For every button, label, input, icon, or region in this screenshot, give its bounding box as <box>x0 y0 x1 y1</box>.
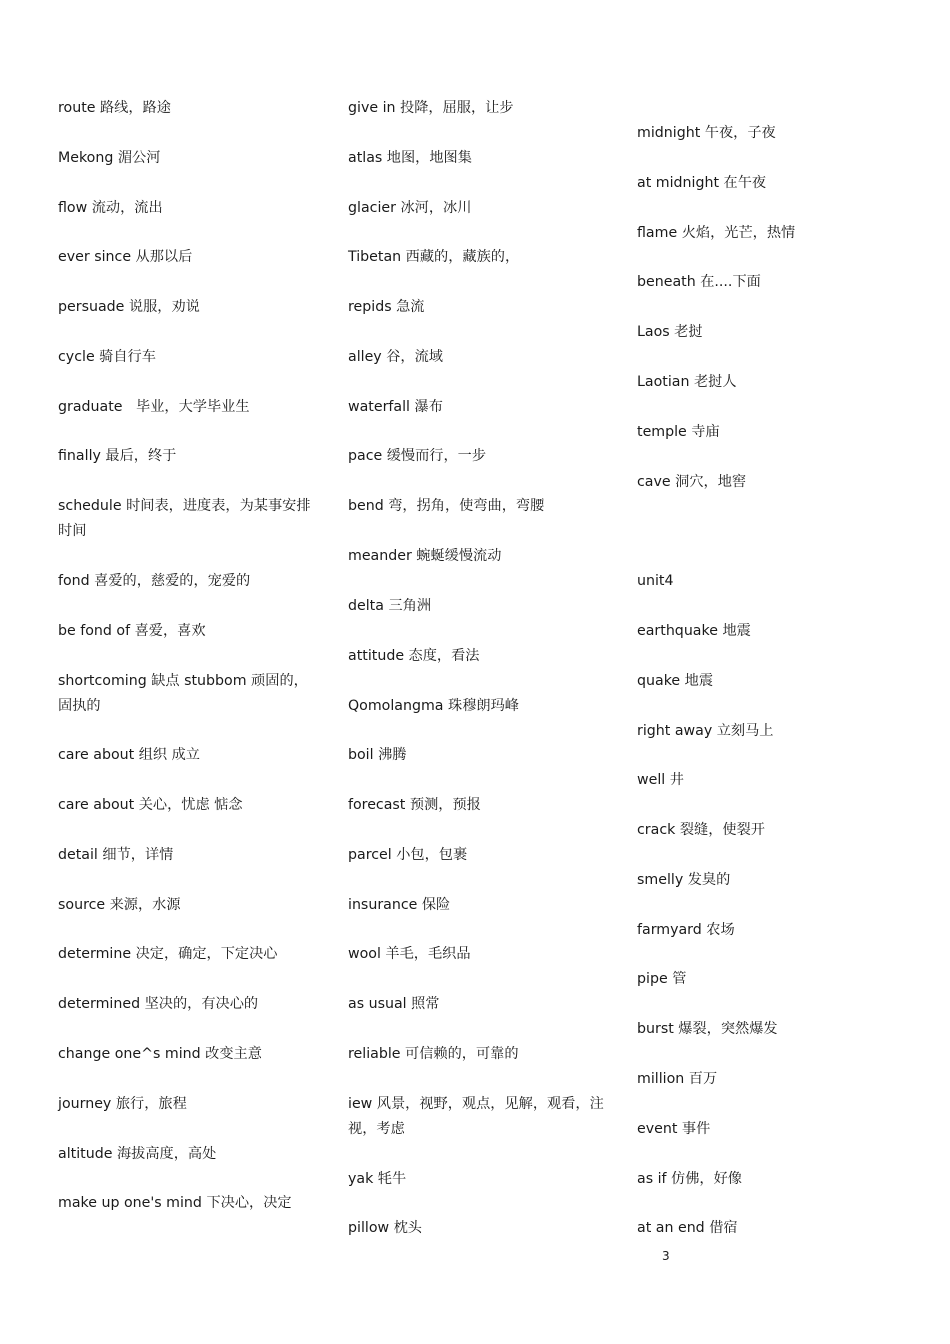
vocab-entry: give in 投降，屈服，让步 <box>348 100 514 116</box>
vocab-entry: unit4 <box>637 573 674 589</box>
vocab-entry: Tibetan 西藏的，藏族的， <box>348 249 520 265</box>
vocab-entry: parcel 小包，包裹 <box>348 847 468 863</box>
vocab-entry: midnight 午夜，子夜 <box>637 125 776 141</box>
vocab-entry: make up one's mind 下决心，决定 <box>58 1195 292 1211</box>
vocab-entry: boil 沸腾 <box>348 747 407 763</box>
vocab-entry: at midnight 在午夜 <box>637 175 767 191</box>
vocab-entry: million 百万 <box>637 1071 718 1087</box>
vocab-entry: repids 急流 <box>348 299 425 315</box>
vocab-entry: determined 坚决的，有决心的 <box>58 996 259 1012</box>
vocab-entry: flow 流动，流出 <box>58 200 163 216</box>
vocab-entry: right away 立刻马上 <box>637 723 774 739</box>
vocab-entry: well 井 <box>637 772 684 788</box>
vocab-entry: flame 火焰，光芒，热情 <box>637 225 796 241</box>
vocab-entry: waterfall 瀑布 <box>348 399 443 415</box>
vocab-entry: insurance 保险 <box>348 897 451 913</box>
vocab-entry: at an end 借宿 <box>637 1220 738 1236</box>
vocab-entry: smelly 发臭的 <box>637 872 731 888</box>
vocab-entry: wool 羊毛，毛织品 <box>348 946 471 962</box>
vocab-entry: cave 洞穴，地窖 <box>637 474 747 490</box>
vocab-entry: as if 仿佛，好像 <box>637 1171 742 1187</box>
vocab-entry: temple 寺庙 <box>637 424 720 440</box>
vocab-entry: farmyard 农场 <box>637 922 735 938</box>
vocab-entry: pace 缓慢而行，一步 <box>348 448 487 464</box>
vocab-entry: care about 关心，忧虑 惦念 <box>58 797 243 813</box>
vocab-entry: finally 最后，终于 <box>58 448 177 464</box>
vocab-entry: ever since 从那以后 <box>58 249 193 265</box>
vocab-entry: meander 蜿蜒缓慢流动 <box>348 548 502 564</box>
vocab-entry: Laotian 老挝人 <box>637 374 737 390</box>
vocab-entry: burst 爆裂，突然爆发 <box>637 1021 778 1037</box>
vocab-entry: earthquake 地震 <box>637 623 751 639</box>
vocab-entry: be fond of 喜爱，喜欢 <box>58 623 206 639</box>
vocab-entry: detail 细节，详情 <box>58 847 174 863</box>
vocab-entry: determine 决定，确定，下定决心 <box>58 946 278 962</box>
vocab-entry: forecast 预测，预报 <box>348 797 481 813</box>
vocab-entry: graduate 毕业，大学毕业生 <box>58 399 250 415</box>
vocab-entry: iew 风景，视野，观点，见解，观看，注视，考虑 <box>348 1096 604 1137</box>
vocab-entry: attitude 态度，看法 <box>348 648 480 664</box>
vocab-entry: Qomolangma 珠穆朗玛峰 <box>348 698 519 714</box>
vocab-entry: persuade 说服，劝说 <box>58 299 200 315</box>
vocab-entry: pillow 枕头 <box>348 1220 422 1236</box>
vocab-entry: journey 旅行，旅程 <box>58 1096 187 1112</box>
vocab-entry: Mekong 湄公河 <box>58 150 161 166</box>
vocab-entry: schedule 时间表，进度表，为某事安排时间 <box>58 498 311 539</box>
vocab-entry: care about 组织 成立 <box>58 747 200 763</box>
vocab-entry: fond 喜爱的，慈爱的，宠爱的 <box>58 573 251 589</box>
vocab-entry: beneath 在....下面 <box>637 274 761 290</box>
vocab-entry: quake 地震 <box>637 673 714 689</box>
vocab-entry: source 来源，水源 <box>58 897 181 913</box>
vocab-entry: reliable 可信赖的，可靠的 <box>348 1046 519 1062</box>
vocab-entry: cycle 骑自行车 <box>58 349 156 365</box>
vocab-entry: bend 弯，拐角，使弯曲，弯腰 <box>348 498 545 514</box>
page-number: 3 <box>662 1249 670 1263</box>
vocab-entry: pipe 管 <box>637 971 687 987</box>
vocab-entry: altitude 海拔高度，高处 <box>58 1146 217 1162</box>
vocab-entry: event 事件 <box>637 1121 711 1137</box>
vocab-entry: change one^s mind 改变主意 <box>58 1046 262 1062</box>
vocab-entry: delta 三角洲 <box>348 598 432 614</box>
vocab-entry: crack 裂缝，使裂开 <box>637 822 765 838</box>
vocab-entry: as usual 照常 <box>348 996 440 1012</box>
vocab-entry: atlas 地图，地图集 <box>348 150 472 166</box>
vocab-entry: alley 谷，流域 <box>348 349 443 365</box>
vocab-entry: yak 牦牛 <box>348 1171 407 1187</box>
vocab-entry: route 路线，路途 <box>58 100 171 116</box>
vocab-entry: shortcoming 缺点 stubbom 顽固的，固执的 <box>58 673 308 714</box>
vocab-entry: Laos 老挝 <box>637 324 703 340</box>
vocab-entry: glacier 冰河，冰川 <box>348 200 472 216</box>
